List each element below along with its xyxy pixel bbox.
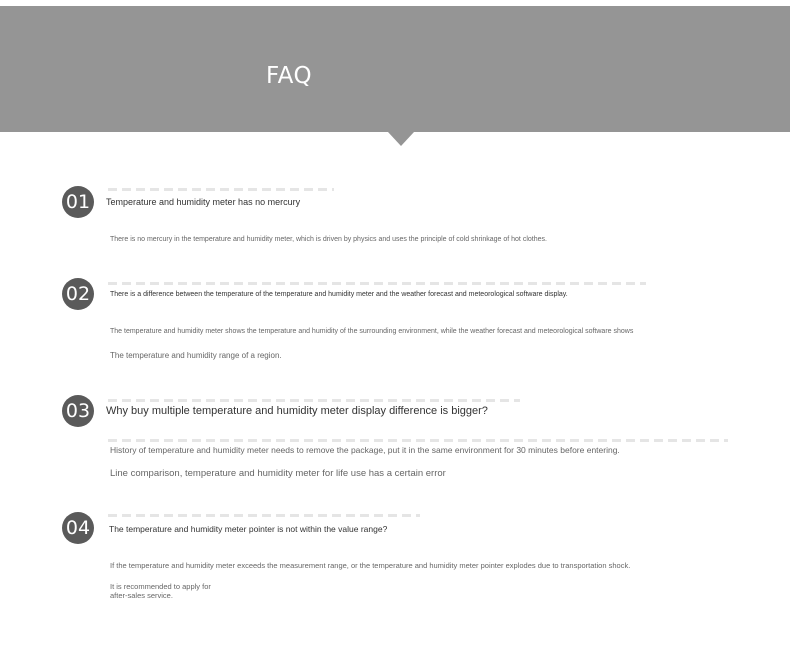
faint-background-text — [108, 282, 646, 285]
faq-answer: It is recommended to apply for — [110, 582, 211, 591]
faq-header-banner — [0, 6, 790, 132]
faq-question: The temperature and humidity meter pointer is not within the value range? — [109, 524, 388, 534]
faq-answer: There is no mercury in the temperature and humidity meter, which is driven by physics and uses the principle of cold shrinkage of hot clothes. — [110, 236, 547, 243]
faq-question: Why buy multiple temperature and humidity meter display difference is bigger? — [106, 405, 488, 417]
page-title: FAQ — [266, 63, 313, 89]
faq-answer: after-sales service. — [110, 591, 173, 600]
faq-answer: Line comparison, temperature and humidity meter for life use has a certain error — [110, 468, 446, 479]
faq-answer: If the temperature and humidity meter exceeds the measurement range, or the temperature and humidity meter pointer explodes due to transportation shock. — [110, 561, 631, 570]
number-badge: 02 — [62, 278, 94, 310]
number-badge: 03 — [62, 395, 94, 427]
faq-question: Temperature and humidity meter has no mercury — [106, 197, 301, 207]
number-badge: 01 — [62, 186, 94, 218]
faq-answer: History of temperature and humidity meter needs to remove the package, put it in the same environment for 30 minutes before entering. — [110, 445, 620, 455]
faq-answer: The temperature and humidity range of a region. — [110, 351, 282, 360]
faq-question: There is a difference between the temperature of the temperature and humidity meter and the weather forecast and meteorological software display. — [110, 291, 568, 298]
faint-background-text — [108, 514, 420, 517]
faint-background-text — [108, 439, 728, 442]
faq-answer: The temperature and humidity meter shows the temperature and humidity of the surrounding environment, while the weather forecast and meteorological software shows — [110, 328, 634, 335]
header-pointer-arrow — [388, 132, 414, 146]
faint-background-text — [108, 188, 334, 191]
number-badge: 04 — [62, 512, 94, 544]
faint-background-text — [108, 399, 520, 402]
